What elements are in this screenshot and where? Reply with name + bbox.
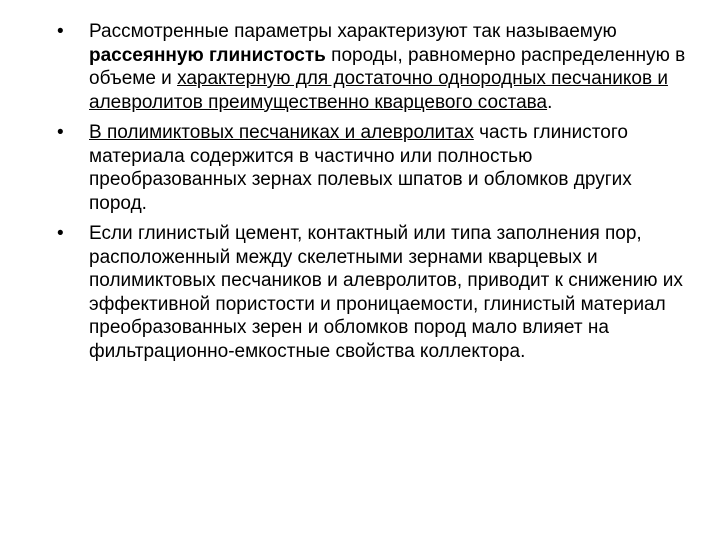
bullet-2-text xyxy=(89,122,632,214)
text-run: часть глинистого материала содержится в частично или полностью преобразованных зернах полевых шпатов и обломков других пород. xyxy=(89,122,632,214)
underlined-phrase: характерную для достаточно однородных песчаников и алевролитов преимущественно кварцевого состава xyxy=(89,68,668,113)
underlined-phrase: В полимиктовых песчаниках и алевролитах xyxy=(89,122,474,143)
bullet-dot: • xyxy=(57,223,64,244)
text-run: породы, равномерно распределенную в объеме и xyxy=(89,44,686,89)
text-run: Если глинистый цемент, контактный или типа заполнения пор, расположенный между скелетными зернами кварцевых и полимиктовых песчаников и алевролитов, приводит к снижению их эффективной пористости и проницаемости, глинистый материал преобразованных зерен и обломков пород мало влияет на фильтрационно-емкостные свойства коллектора. xyxy=(89,223,683,362)
bullet-item-1 xyxy=(56,20,692,114)
bullet-3-text xyxy=(89,223,683,362)
bold-term: рассеянную глинистость xyxy=(89,44,326,66)
bullet-item-3 xyxy=(56,222,692,363)
bullet-1-text xyxy=(89,21,685,113)
bullet-dot: • xyxy=(57,21,64,42)
bullet-dot: • xyxy=(57,122,64,143)
text-run: . xyxy=(547,91,553,113)
bullet-list xyxy=(56,20,692,370)
bullet-item-2 xyxy=(56,121,692,215)
text-run: Рассмотренные параметры характеризуют так называемую xyxy=(89,21,617,42)
